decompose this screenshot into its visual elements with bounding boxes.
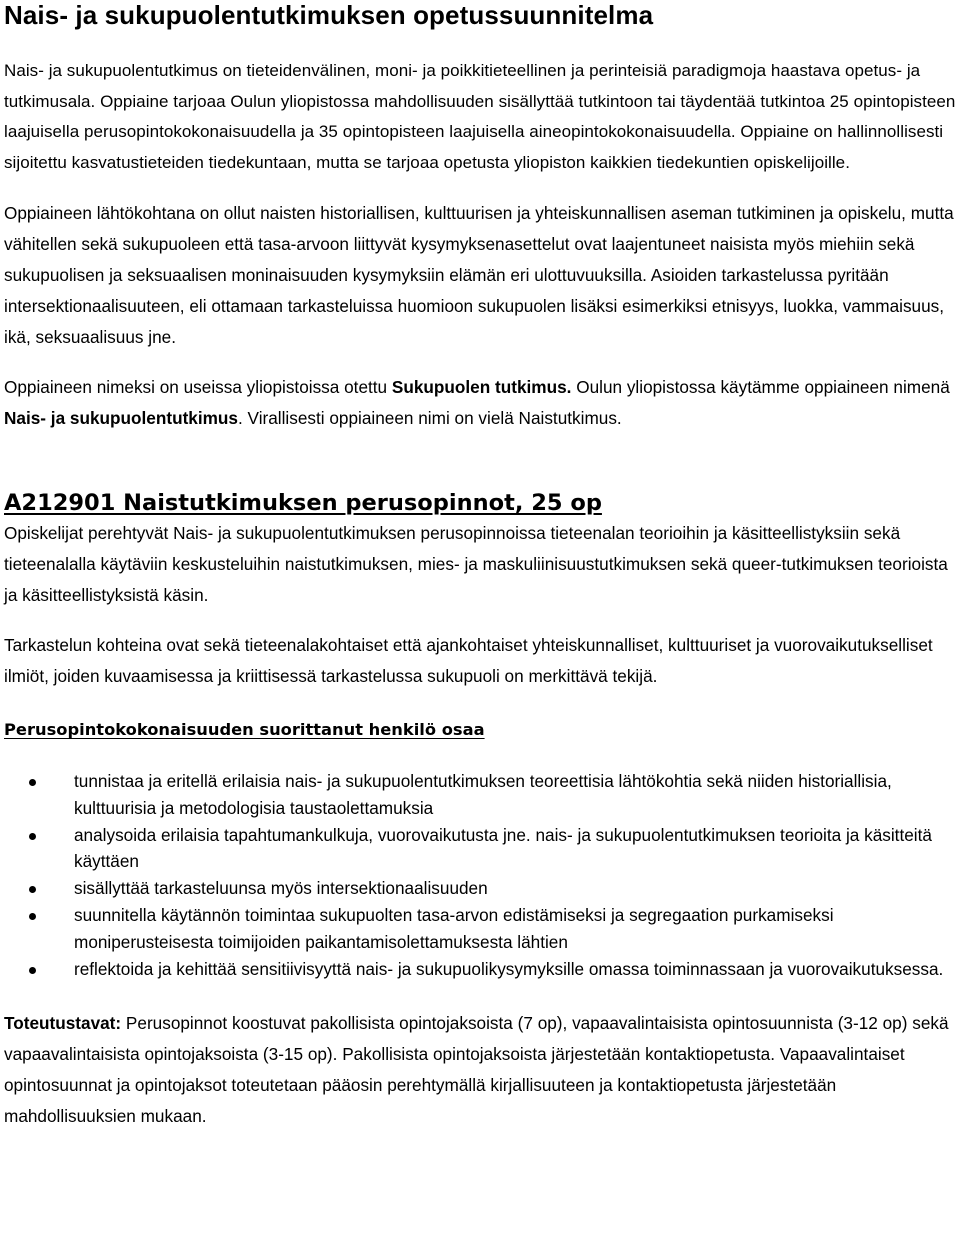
document-page bbox=[4, 0, 956, 1132]
intro-p3-text-after: . Virallisesti oppiaineen nimi on vielä Naistutkimus. bbox=[237, 408, 622, 429]
list-item-text: analysoida erilaisia tapahtumankulkuja, vuorovaikutusta jne. nais- ja sukupuolentutkimuksen teorioita ja käsitteitä käyttäen bbox=[74, 824, 932, 872]
intro-paragraph-2: Oppiaineen lähtökohtana on ollut naisten historiallisen, kulttuurisen ja yhteiskunnallisen aseman tutkiminen ja opiskelu, mutta vähitellen sekä sukupuoleen että tasa-arvoon liittyvät kysymyksenasettelut ovat laajentuneet naisista myös miehiin sekä sukupuolisen ja seksuaalisen moninaisuuden kysymyksiin elämän eri ulottuvuuksilla. Asioiden tarkastelussa pyritään intersektionaalisuuteen, eli ottamaan tarkasteluissa huomioon sukupuolen lisäksi esimerkiksi etnisyys, luokka, vammaisuus, ikä, seksuaalisuus jne. bbox=[4, 203, 954, 347]
list-item bbox=[4, 822, 956, 876]
implementation-label: Toteutustavat: bbox=[4, 1013, 122, 1034]
intro-paragraph-1: Nais- ja sukupuolentutkimus on tieteidenvälinen, moni- ja poikkitieteellinen ja perinteisiä paradigmoja haastava opetus- ja tutkimusala. Oppiaine tarjoaa Oulun yliopistossa mahdollisuuden sisällyttää tutkintoon tai täydentää tutkintoa 25 opintopisteen laajuisella perusopintokokonaisuudella ja 35 opintopisteen laajuisella aineopintokokonaisuudella. Oppiaine on hallinnollisesti sijoitettu kasvatustieteiden tiedekuntaan, mutta se tarjoaa opetusta yliopiston kaikkien tiedekuntien opiskelijoille. bbox=[4, 61, 956, 172]
bullet-icon bbox=[29, 886, 36, 893]
section-paragraph-2: Tarkastelun kohteina ovat sekä tieteenalakohtaiset että ajankohtaiset yhteiskunnalliset, kulttuuriset ja vuorovaikutukselliset ilmiöt, joiden kuvaamisessa ja kriittisessä tarkastelussa sukupuoli on merkittävä tekijä. bbox=[4, 635, 933, 687]
bullet-icon bbox=[29, 967, 36, 974]
implementation-paragraph bbox=[4, 1008, 956, 1131]
list-item bbox=[4, 902, 956, 956]
list-item-text: sisällyttää tarkasteluunsa myös intersektionaalisuuden bbox=[74, 878, 488, 899]
bullet-icon bbox=[29, 833, 36, 840]
section-paragraph-1: Opiskelijat perehtyvät Nais- ja sukupuolentutkimuksen perusopinnoissa tieteenalan teorioihin ja käsitteellistyksiin sekä tieteenalalla käytäviin keskusteluihin naistutkimuksen, mies- ja maskuliinisuustutkimuksen sekä queer-tutkimuksen teorioista ja käsitteellistyksistä käsin. bbox=[4, 522, 948, 605]
list-item-text: tunnistaa ja eritellä erilaisia nais- ja sukupuolentutkimuksen teoreettisia lähtökohtia sekä niiden historiallisia, kulttuurisia ja metodologisia taustaolettamuksia bbox=[74, 770, 892, 818]
intro-p3-text-before: Oppiaineen nimeksi on useissa yliopistoissa otettu bbox=[4, 377, 392, 398]
intro-paragraph-3 bbox=[4, 372, 956, 434]
list-item-text: suunnitella käytännön toimintaa sukupuolten tasa-arvon edistämiseksi ja segregaation purkamiseksi moniperusteisesta toimijoiden paikantamisolettamuksesta lähtien bbox=[74, 904, 834, 952]
list-item-text: reflektoida ja kehittää sensitiivisyyttä nais- ja sukupuolikysymyksille omassa toiminnassaan ja vuorovaikutuksessa. bbox=[74, 958, 944, 979]
intro-p3-bold-2: Nais- ja sukupuolentutkimus bbox=[4, 408, 238, 429]
intro-p3-text-middle: Oulun yliopistossa käytämme oppiaineen nimenä bbox=[571, 377, 950, 398]
implementation-text: Perusopinnot koostuvat pakollisista opintojaksoista (7 op), vapaavalintaisista opintosuunnista (3-12 op) sekä vapaavalintaisista opintojaksoista (3-15 op). Pakollisista opintojaksoista järjestetään kontaktiopetusta. Vapaavalintaiset opintosuunnat ja opintojaksot toteutetaan pääosin perehtymällä kirjallisuuteen ja kontaktiopetusta järjestetään mahdollisuuksien mukaan. bbox=[4, 1013, 949, 1126]
outcomes-list bbox=[4, 768, 956, 982]
section-title: A212901 Naistutkimuksen perusopinnot, 25 op bbox=[4, 489, 602, 516]
intro-p3-bold-1: Sukupuolen tutkimus. bbox=[391, 377, 572, 398]
list-item bbox=[4, 875, 956, 902]
bullet-icon bbox=[29, 779, 36, 786]
outcomes-title: Perusopintokokonaisuuden suorittanut henkilö osaa bbox=[4, 719, 485, 739]
list-item bbox=[4, 768, 956, 822]
bullet-icon bbox=[29, 913, 36, 920]
page-title: Nais- ja sukupuolentutkimuksen opetussuunnitelma bbox=[4, 0, 654, 30]
list-item bbox=[4, 956, 956, 983]
